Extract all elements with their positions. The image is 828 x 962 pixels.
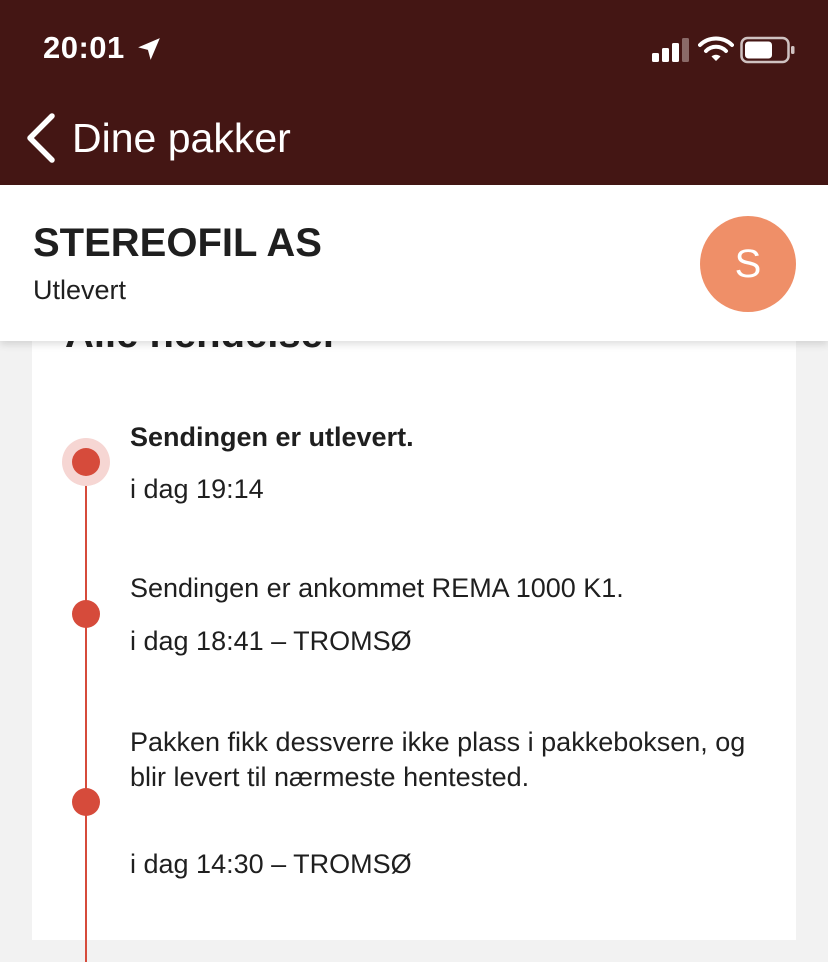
event-title: Pakken fikk dessverre ikke plass i pakkeboksen, og blir levert til nærmeste hentested. xyxy=(130,727,746,792)
event-history-card xyxy=(32,300,796,940)
event-meta: i dag 18:41 – TROMSØ xyxy=(130,626,412,656)
event-meta: i dag 14:30 – TROMSØ xyxy=(130,849,412,879)
back-button[interactable] xyxy=(22,108,291,168)
sender-avatar: S xyxy=(700,216,796,312)
location-arrow-icon xyxy=(136,36,162,62)
sender-header xyxy=(0,185,828,341)
timeline-dot-current xyxy=(72,448,100,476)
event-title: Sendingen er ankommet REMA 1000 K1. xyxy=(130,573,624,603)
wifi-icon xyxy=(698,36,734,62)
timeline-dot xyxy=(72,788,100,816)
event-title: Sendingen er utlevert. xyxy=(130,422,414,452)
event-meta: i dag 19:14 xyxy=(130,474,264,504)
top-bar xyxy=(0,0,828,185)
timeline-dot xyxy=(72,600,100,628)
timeline-line xyxy=(85,462,87,962)
status-time: 20:01 xyxy=(43,30,125,65)
cellular-signal-icon xyxy=(652,38,690,62)
chevron-left-icon xyxy=(22,112,58,164)
shipment-status: Utlevert xyxy=(33,275,127,305)
sender-name: STEREOFIL AS xyxy=(33,221,322,265)
battery-icon xyxy=(740,36,796,64)
back-label: Dine pakker xyxy=(72,114,291,161)
